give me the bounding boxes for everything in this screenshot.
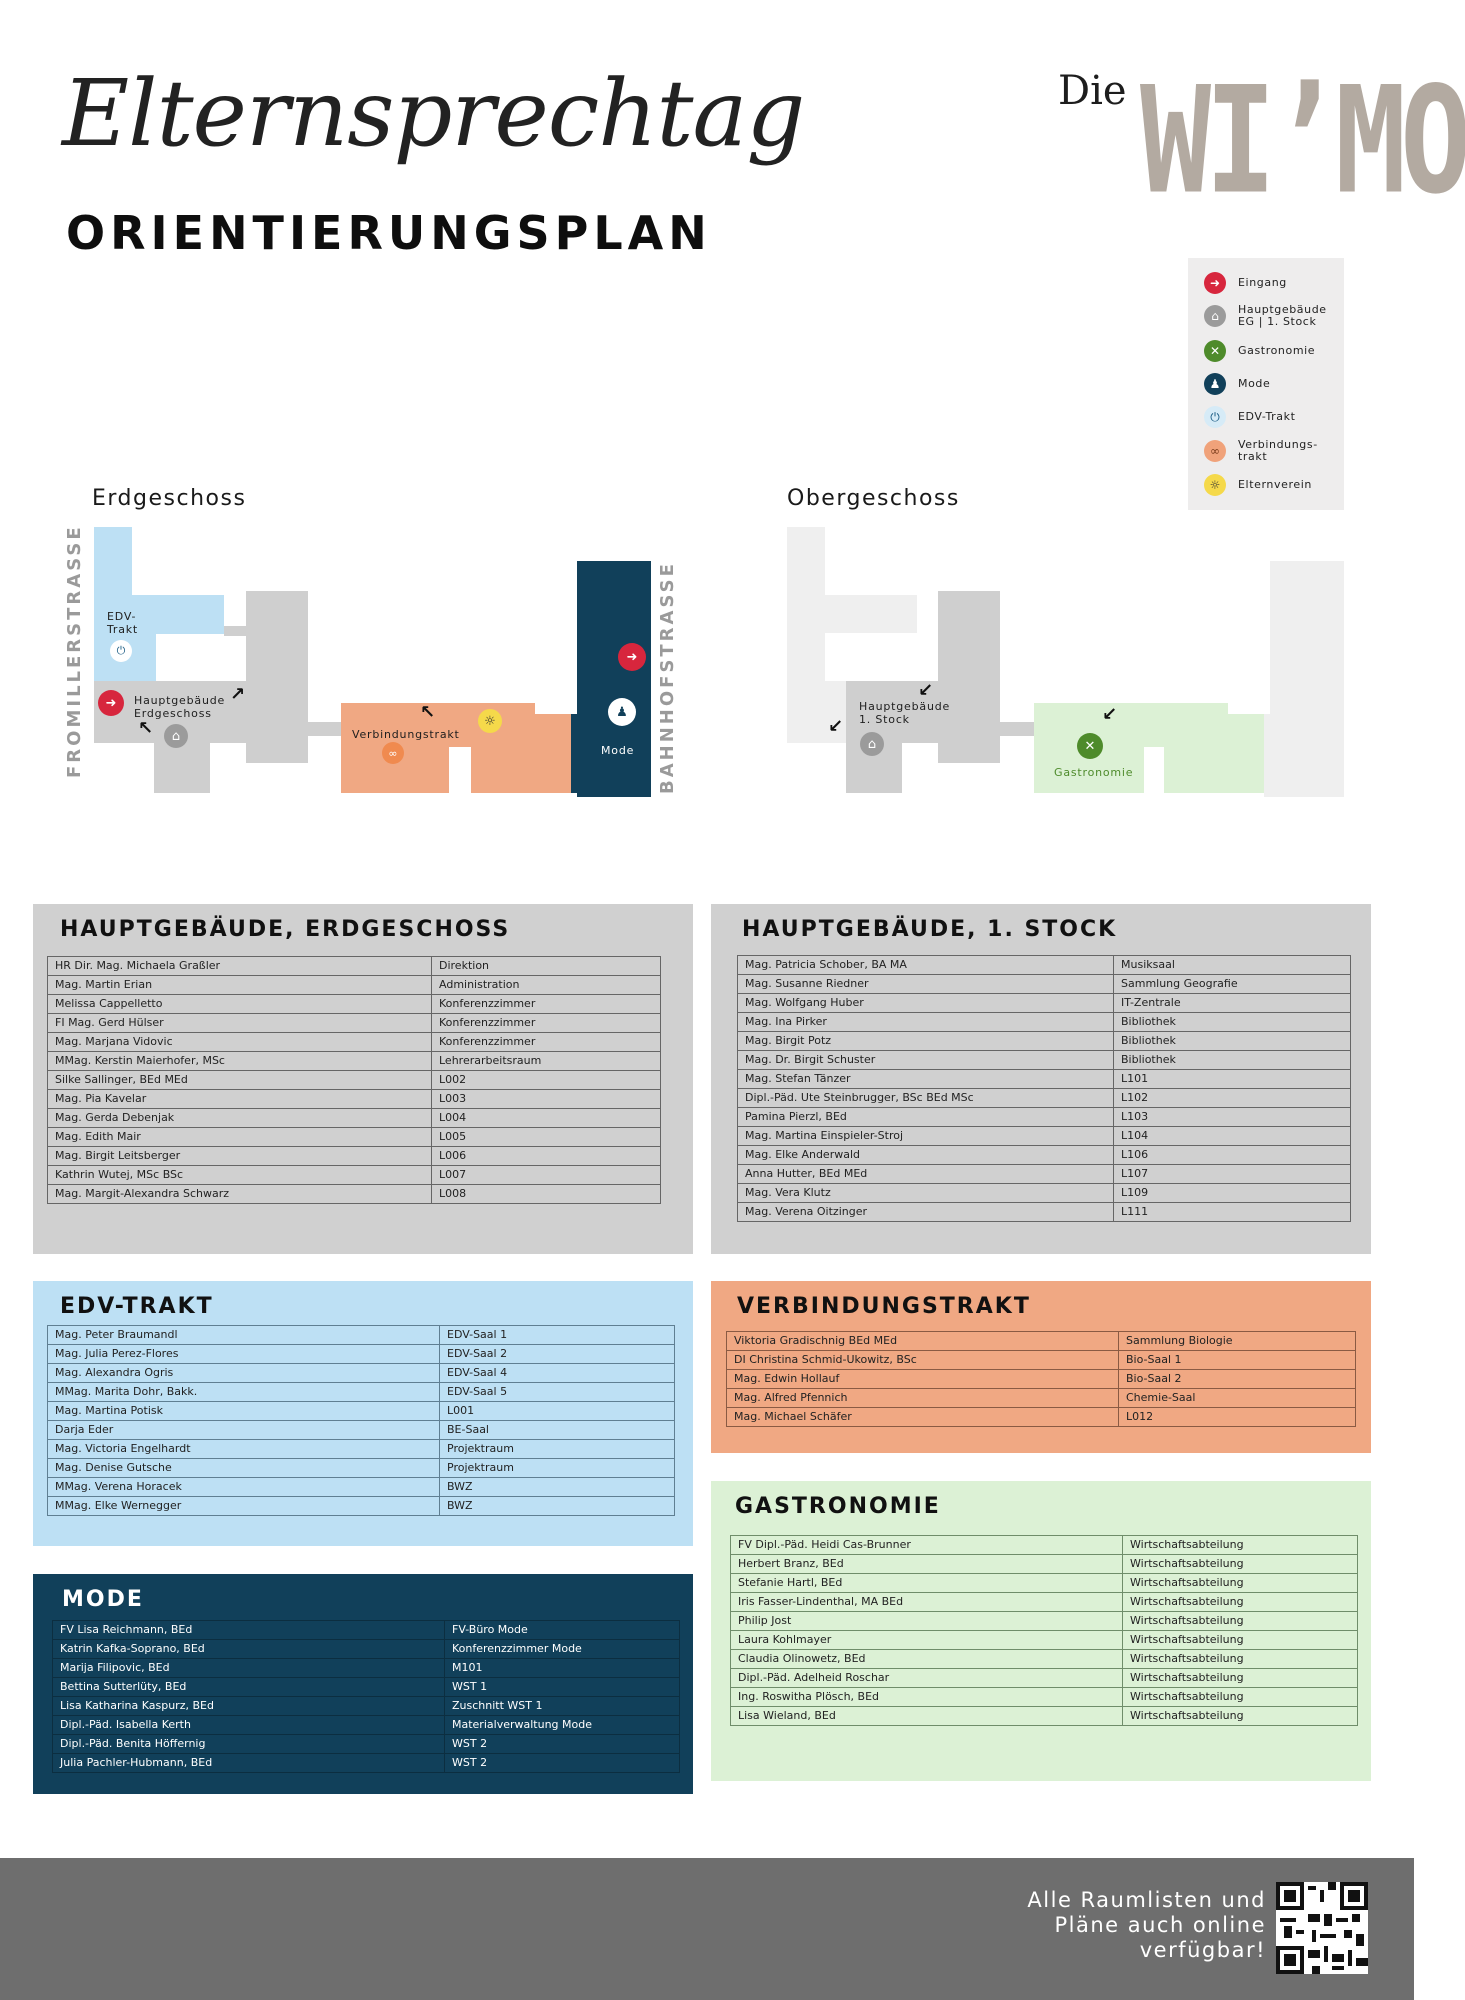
legend-item-gastronomie: [1204, 340, 1315, 362]
teacher-name-cell: MMag. Verena Horacek: [48, 1478, 440, 1497]
table-row: [731, 1574, 1358, 1593]
table-row: [727, 1332, 1356, 1351]
room-cell: Wirtschaftsabteilung: [1123, 1631, 1358, 1650]
teacher-name-cell: Mag. Peter Braumandl: [48, 1326, 440, 1345]
table-row: [48, 995, 661, 1014]
panel-title: VERBINDUNGSTRAKT: [737, 1294, 1031, 1319]
room-cell: Bio-Saal 1: [1119, 1351, 1356, 1370]
room-cell: L106: [1114, 1146, 1351, 1165]
legend-item-eingang: [1204, 272, 1287, 294]
main-building-block: [938, 591, 1000, 763]
teacher-name-cell: Dipl.-Päd. Benita Höffernig: [53, 1735, 445, 1754]
gastronomy-map-label: Gastronomie: [1054, 766, 1134, 779]
teacher-name-cell: Mag. Michael Schäfer: [727, 1408, 1119, 1427]
main-building-block: [246, 591, 308, 763]
teacher-name-cell: Philip Jost: [731, 1612, 1123, 1631]
courtyard: [156, 634, 250, 681]
ground-floor-heading: Erdgeschoss: [92, 486, 247, 511]
panel-title: GASTRONOMIE: [735, 1494, 941, 1519]
legend-label: Verbindungs- trakt: [1238, 438, 1318, 463]
teacher-name-cell: Mag. Patricia Schober, BA MA: [738, 956, 1114, 975]
teacher-name-cell: Mag. Marjana Vidovic: [48, 1033, 432, 1052]
table-row: [53, 1659, 680, 1678]
direction-arrow-icon: ↗: [230, 684, 246, 705]
table-row: [48, 1185, 661, 1204]
sun-icon: ☼: [478, 709, 502, 733]
teacher-name-cell: Iris Fasser-Lindenthal, MA BEd: [731, 1593, 1123, 1612]
room-cell: Wirtschaftsabteilung: [1123, 1688, 1358, 1707]
table-row: [731, 1631, 1358, 1650]
teacher-name-cell: Bettina Sutterlüty, BEd: [53, 1678, 445, 1697]
teacher-name-cell: Mag. Victoria Engelhardt: [48, 1440, 440, 1459]
room-cell: WST 2: [445, 1735, 680, 1754]
table-row: [48, 1383, 675, 1402]
table-row: [727, 1408, 1356, 1427]
teacher-name-cell: Mag. Birgit Leitsberger: [48, 1147, 432, 1166]
table-row: [53, 1640, 680, 1659]
upper-floor-heading: Obergeschoss: [787, 486, 960, 511]
table-row: [48, 1326, 675, 1345]
table-row: [48, 1497, 675, 1516]
teacher-name-cell: Mag. Margit-Alexandra Schwarz: [48, 1185, 432, 1204]
room-cell: Sammlung Biologie: [1119, 1332, 1356, 1351]
room-cell: L103: [1114, 1108, 1351, 1127]
teacher-name-cell: Mag. Susanne Riedner: [738, 975, 1114, 994]
event-title: Elternsprechtag: [62, 60, 805, 167]
legend-label: EDV-Trakt: [1238, 410, 1296, 423]
room-cell: L107: [1114, 1165, 1351, 1184]
table-row: [731, 1650, 1358, 1669]
room-cell: Zuschnitt WST 1: [445, 1697, 680, 1716]
teacher-name-cell: Marija Filipovic, BEd: [53, 1659, 445, 1678]
room-cell: Materialverwaltung Mode: [445, 1716, 680, 1735]
room-cell: M101: [445, 1659, 680, 1678]
teacher-name-cell: Mag. Gerda Debenjak: [48, 1109, 432, 1128]
home-icon: ⌂: [164, 724, 188, 748]
table-row: [738, 1165, 1351, 1184]
cutlery-icon: ✕: [1077, 733, 1103, 759]
teacher-name-cell: Mag. Julia Perez-Flores: [48, 1345, 440, 1364]
teacher-name-cell: Kathrin Wutej, MSc BSc: [48, 1166, 432, 1185]
teacher-name-cell: Mag. Birgit Potz: [738, 1032, 1114, 1051]
legend-item-elternverein: [1204, 474, 1312, 496]
room-cell: Wirtschaftsabteilung: [1123, 1593, 1358, 1612]
main-building-map-label: Hauptgebäude Erdgeschoss: [134, 694, 226, 720]
table-row: [48, 1364, 675, 1383]
room-cell: Wirtschaftsabteilung: [1123, 1612, 1358, 1631]
corridor: [1000, 722, 1034, 736]
table-row: [738, 1146, 1351, 1165]
main-building-upper-label: Hauptgebäude 1. Stock: [859, 700, 951, 726]
room-cell: Projektraum: [440, 1459, 675, 1478]
street-fromillerstrasse: FROMILLERSTRASSE: [64, 524, 85, 778]
legend-label: Gastronomie: [1238, 344, 1316, 357]
room-cell: WST 2: [445, 1754, 680, 1773]
teacher-name-cell: Anna Hutter, BEd MEd: [738, 1165, 1114, 1184]
teacher-name-cell: Dipl.-Päd. Isabella Kerth: [53, 1716, 445, 1735]
table-row: [48, 1090, 661, 1109]
legend-label: Eingang: [1238, 276, 1287, 289]
teacher-name-cell: Mag. Martina Potisk: [48, 1402, 440, 1421]
panel-hauptgebaeude-og: [711, 904, 1371, 1254]
teacher-name-cell: Darja Eder: [48, 1421, 440, 1440]
table-row: [727, 1370, 1356, 1389]
table-row: [738, 1032, 1351, 1051]
page-title: ORIENTIERUNGSPLAN: [66, 206, 712, 260]
room-cell: L111: [1114, 1203, 1351, 1222]
direction-arrow-icon: ↙: [918, 680, 934, 701]
panel-verbindungstrakt: [711, 1281, 1371, 1453]
table-row: [53, 1678, 680, 1697]
teacher-name-cell: Mag. Wolfgang Huber: [738, 994, 1114, 1013]
mode-block: [571, 714, 591, 793]
table-row: [731, 1593, 1358, 1612]
table-row: [731, 1688, 1358, 1707]
room-cell: EDV-Saal 1: [440, 1326, 675, 1345]
room-table: [726, 1331, 1356, 1427]
teacher-name-cell: HR Dir. Mag. Michaela Graßler: [48, 957, 432, 976]
dress-icon: ♟: [608, 698, 636, 726]
teacher-name-cell: Mag. Ina Pirker: [738, 1013, 1114, 1032]
teacher-name-cell: MMag. Marita Dohr, Bakk.: [48, 1383, 440, 1402]
room-cell: Konferenzzimmer: [432, 995, 661, 1014]
table-row: [48, 1014, 661, 1033]
sun-icon: ☼: [1204, 474, 1226, 496]
legend-item-verbindung: [1204, 439, 1318, 463]
home-icon: ⌂: [1204, 305, 1226, 327]
room-cell: L001: [440, 1402, 675, 1421]
teacher-name-cell: Mag. Stefan Tänzer: [738, 1070, 1114, 1089]
table-row: [48, 1128, 661, 1147]
room-cell: FV-Büro Mode: [445, 1621, 680, 1640]
teacher-name-cell: Mag. Martin Erian: [48, 976, 432, 995]
room-cell: Konferenzzimmer Mode: [445, 1640, 680, 1659]
teacher-name-cell: Mag. Denise Gutsche: [48, 1459, 440, 1478]
room-cell: Konferenzzimmer: [432, 1033, 661, 1052]
teacher-name-cell: Mag. Alexandra Ogris: [48, 1364, 440, 1383]
panel-title: EDV-TRAKT: [60, 1294, 214, 1319]
table-row: [738, 1203, 1351, 1222]
table-row: [48, 1147, 661, 1166]
room-cell: L007: [432, 1166, 661, 1185]
teacher-name-cell: Mag. Elke Anderwald: [738, 1146, 1114, 1165]
room-cell: Administration: [432, 976, 661, 995]
street-bahnhofstrasse: BAHNHOFSTRASSE: [657, 561, 678, 794]
room-cell: Wirtschaftsabteilung: [1123, 1650, 1358, 1669]
entrance-icon: ➜: [98, 690, 124, 716]
teacher-name-cell: Mag. Verena Oitzinger: [738, 1203, 1114, 1222]
link-icon: ∞: [382, 742, 404, 764]
home-icon: ⌂: [860, 732, 884, 756]
table-row: [53, 1621, 680, 1640]
teacher-name-cell: Mag. Alfred Pfennich: [727, 1389, 1119, 1408]
table-row: [48, 1440, 675, 1459]
direction-arrow-icon: ↙: [1102, 704, 1118, 725]
qr-code[interactable]: [1276, 1882, 1368, 1974]
teacher-name-cell: Lisa Katharina Kaspurz, BEd: [53, 1697, 445, 1716]
power-icon: ⏻: [1204, 406, 1226, 428]
table-row: [731, 1536, 1358, 1555]
legend-label: Mode: [1238, 377, 1271, 390]
room-cell: L102: [1114, 1089, 1351, 1108]
room-table: [47, 956, 661, 1204]
table-row: [738, 1127, 1351, 1146]
panel-hauptgebaeude-eg: [33, 904, 693, 1254]
table-row: [48, 1459, 675, 1478]
teacher-name-cell: FV Dipl.-Päd. Heidi Cas-Brunner: [731, 1536, 1123, 1555]
room-cell: Bibliothek: [1114, 1013, 1351, 1032]
cutlery-icon: ✕: [1204, 340, 1226, 362]
room-cell: Direktion: [432, 957, 661, 976]
teacher-name-cell: FV Lisa Reichmann, BEd: [53, 1621, 445, 1640]
room-cell: L004: [432, 1109, 661, 1128]
room-cell: Wirtschaftsabteilung: [1123, 1555, 1358, 1574]
room-cell: EDV-Saal 4: [440, 1364, 675, 1383]
power-icon: ⏻: [110, 640, 132, 662]
table-row: [738, 1013, 1351, 1032]
mode-block: [590, 624, 602, 664]
teacher-name-cell: Mag. Edwin Hollauf: [727, 1370, 1119, 1389]
teacher-name-cell: Laura Kohlmayer: [731, 1631, 1123, 1650]
room-cell: IT-Zentrale: [1114, 994, 1351, 1013]
panel-title: HAUPTGEBÄUDE, ERDGESCHOSS: [60, 917, 511, 942]
room-cell: L003: [432, 1090, 661, 1109]
room-table: [52, 1620, 680, 1773]
corridor: [308, 722, 342, 736]
room-table: [737, 955, 1351, 1222]
teacher-name-cell: Mag. Pia Kavelar: [48, 1090, 432, 1109]
table-row: [48, 976, 661, 995]
table-row: [731, 1555, 1358, 1574]
table-row: [738, 1070, 1351, 1089]
room-cell: Lehrerarbeitsraum: [432, 1052, 661, 1071]
room-cell: L109: [1114, 1184, 1351, 1203]
teacher-name-cell: Melissa Cappelletto: [48, 995, 432, 1014]
entrance-icon: ➜: [618, 643, 646, 671]
logo-wimo-text: WI’MO: [1140, 54, 1465, 227]
teacher-name-cell: DI Christina Schmid-Ukowitz, BSc: [727, 1351, 1119, 1370]
room-cell: Sammlung Geografie: [1114, 975, 1351, 994]
qr-code-icon: [1276, 1882, 1368, 1974]
table-row: [48, 1421, 675, 1440]
teacher-name-cell: Mag. Edith Mair: [48, 1128, 432, 1147]
dress-icon: ♟: [1204, 373, 1226, 395]
room-cell: L006: [432, 1147, 661, 1166]
footer: [0, 1858, 1414, 2000]
direction-arrow-icon: ↖: [138, 718, 154, 739]
legend-item-edv: [1204, 406, 1296, 428]
panel-title: MODE: [62, 1587, 144, 1612]
teacher-name-cell: Mag. Vera Klutz: [738, 1184, 1114, 1203]
table-row: [738, 1108, 1351, 1127]
footer-online-note: Alle Raumlisten und Pläne auch online verfügbar!: [1027, 1888, 1266, 1962]
panel-mode: [33, 1574, 693, 1794]
table-row: [48, 957, 661, 976]
table-row: [48, 1478, 675, 1497]
room-cell: L005: [432, 1128, 661, 1147]
teacher-name-cell: Stefanie Hartl, BEd: [731, 1574, 1123, 1593]
table-row: [727, 1389, 1356, 1408]
direction-arrow-icon: ↖: [420, 702, 436, 723]
entrance-icon: ➜: [1204, 272, 1226, 294]
teacher-name-cell: Mag. Dr. Birgit Schuster: [738, 1051, 1114, 1070]
edv-map-label: EDV- Trakt: [107, 610, 139, 636]
room-cell: L012: [1119, 1408, 1356, 1427]
legend-label: Hauptgebäude EG | 1. Stock: [1238, 303, 1327, 328]
teacher-name-cell: Claudia Olinowetz, BEd: [731, 1650, 1123, 1669]
table-row: [48, 1402, 675, 1421]
table-row: [53, 1697, 680, 1716]
room-cell: L101: [1114, 1070, 1351, 1089]
room-cell: Wirtschaftsabteilung: [1123, 1707, 1358, 1726]
table-row: [738, 975, 1351, 994]
room-cell: Bibliothek: [1114, 1032, 1351, 1051]
table-row: [727, 1351, 1356, 1370]
teacher-name-cell: Mag. Martina Einspieler-Stroj: [738, 1127, 1114, 1146]
room-cell: EDV-Saal 5: [440, 1383, 675, 1402]
room-cell: Bio-Saal 2: [1119, 1370, 1356, 1389]
room-cell: Konferenzzimmer: [432, 1014, 661, 1033]
gastronomy-block: [1164, 714, 1264, 793]
room-cell: Musiksaal: [1114, 956, 1351, 975]
gap: [1144, 747, 1164, 793]
teacher-name-cell: Lisa Wieland, BEd: [731, 1707, 1123, 1726]
room-cell: BE-Saal: [440, 1421, 675, 1440]
room-cell: Wirtschaftsabteilung: [1123, 1536, 1358, 1555]
teacher-name-cell: Julia Pachler-Hubmann, BEd: [53, 1754, 445, 1773]
room-cell: Bibliothek: [1114, 1051, 1351, 1070]
teacher-name-cell: FI Mag. Gerd Hülser: [48, 1014, 432, 1033]
floor-block: [1270, 561, 1344, 797]
table-row: [48, 1071, 661, 1090]
room-cell: L008: [432, 1185, 661, 1204]
map-legend: [1188, 258, 1344, 510]
table-row: [53, 1754, 680, 1773]
table-row: [48, 1109, 661, 1128]
link-icon: ∞: [1204, 440, 1226, 462]
table-row: [738, 994, 1351, 1013]
table-row: [731, 1707, 1358, 1726]
panel-title: HAUPTGEBÄUDE, 1. STOCK: [742, 917, 1118, 942]
teacher-name-cell: Dipl.-Päd. Ute Steinbrugger, BSc BEd MSc: [738, 1089, 1114, 1108]
room-cell: BWZ: [440, 1478, 675, 1497]
teacher-name-cell: MMag. Kerstin Maierhofer, MSc: [48, 1052, 432, 1071]
teacher-name-cell: MMag. Elke Wernegger: [48, 1497, 440, 1516]
room-cell: EDV-Saal 2: [440, 1345, 675, 1364]
room-cell: Wirtschaftsabteilung: [1123, 1669, 1358, 1688]
table-row: [48, 1166, 661, 1185]
table-row: [738, 1184, 1351, 1203]
room-cell: Wirtschaftsabteilung: [1123, 1574, 1358, 1593]
teacher-name-cell: Viktoria Gradischnig BEd MEd: [727, 1332, 1119, 1351]
table-row: [48, 1052, 661, 1071]
table-row: [48, 1345, 675, 1364]
gap: [449, 747, 471, 793]
panel-gastronomie: [711, 1481, 1371, 1781]
panel-edv-trakt: [33, 1281, 693, 1546]
teacher-name-cell: Katrin Kafka-Soprano, BEd: [53, 1640, 445, 1659]
teacher-name-cell: Silke Sallinger, BEd MEd: [48, 1071, 432, 1090]
room-cell: L002: [432, 1071, 661, 1090]
legend-item-mode: [1204, 373, 1270, 395]
room-cell: BWZ: [440, 1497, 675, 1516]
logo-die-text: Die: [1058, 68, 1127, 114]
legend-label: Elternverein: [1238, 478, 1312, 491]
teacher-name-cell: Herbert Branz, BEd: [731, 1555, 1123, 1574]
room-cell: L104: [1114, 1127, 1351, 1146]
room-table: [47, 1325, 675, 1516]
table-row: [731, 1669, 1358, 1688]
floor-block: [787, 595, 917, 633]
table-row: [53, 1735, 680, 1754]
table-row: [738, 956, 1351, 975]
table-row: [738, 1089, 1351, 1108]
school-logo: [1058, 54, 1465, 227]
table-row: [48, 1033, 661, 1052]
table-row: [738, 1051, 1351, 1070]
direction-arrow-icon: ↙: [828, 716, 844, 737]
room-table: [730, 1535, 1358, 1726]
table-row: [731, 1612, 1358, 1631]
teacher-name-cell: Pamina Pierzl, BEd: [738, 1108, 1114, 1127]
mode-map-label: Mode: [601, 744, 635, 757]
room-cell: WST 1: [445, 1678, 680, 1697]
table-row: [53, 1716, 680, 1735]
room-cell: Projektraum: [440, 1440, 675, 1459]
connection-map-label: Verbindungstrakt: [352, 728, 460, 741]
teacher-name-cell: Ing. Roswitha Plösch, BEd: [731, 1688, 1123, 1707]
legend-item-hauptgebaeude: [1204, 304, 1327, 328]
teacher-name-cell: Dipl.-Päd. Adelheid Roschar: [731, 1669, 1123, 1688]
room-cell: Chemie-Saal: [1119, 1389, 1356, 1408]
